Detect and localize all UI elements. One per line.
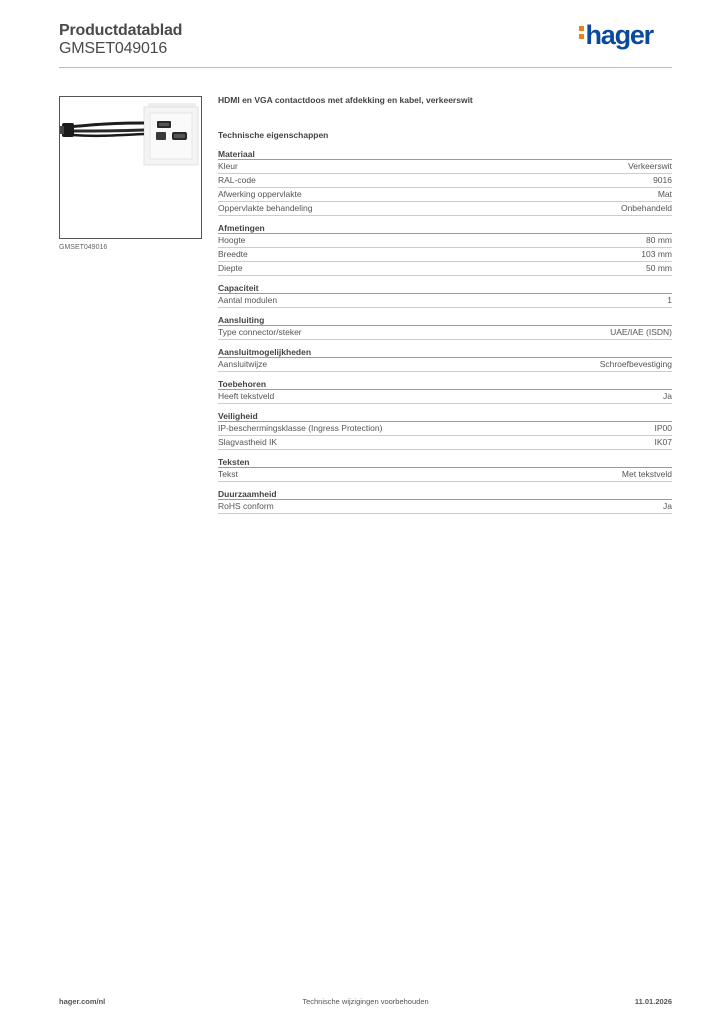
spec-row — [218, 326, 672, 340]
spec-row — [218, 248, 672, 262]
spec-label: Diepte — [218, 263, 243, 273]
footer-website-link[interactable]: hager.com/nl — [59, 997, 106, 1006]
spec-value: 50 mm — [646, 263, 672, 273]
logo-text: hager — [585, 20, 653, 50]
spec-row — [218, 436, 672, 450]
spec-sections — [218, 148, 672, 514]
logo-dots-icon — [579, 23, 584, 43]
spec-label: Type connector/steker — [218, 327, 302, 337]
product-code: GMSET049016 — [59, 40, 168, 57]
spec-row — [218, 188, 672, 202]
spec-value: 9016 — [653, 175, 672, 185]
spec-label: Slagvastheid IK — [218, 437, 278, 447]
spec-value: IP00 — [654, 423, 672, 433]
spec-value: 80 mm — [646, 235, 672, 245]
document-title: Productdatablad — [59, 22, 183, 39]
spec-row — [218, 160, 672, 174]
section-title: Teksten — [218, 456, 672, 468]
section-title: Veiligheid — [218, 410, 672, 422]
product-description: HDMI en VGA contactdoos met afdekking en kabel, verkeerswit — [218, 95, 473, 105]
product-photo-icon — [60, 97, 202, 239]
section-title: Toebehoren — [218, 378, 672, 390]
spec-label: RAL-code — [218, 175, 256, 185]
spec-value: Met tekstveld — [621, 469, 672, 479]
spec-label: Afwerking oppervlakte — [218, 189, 302, 199]
spec-section — [218, 314, 672, 340]
spec-row — [218, 202, 672, 216]
spec-label: Heeft tekstveld — [218, 391, 275, 401]
spec-row — [218, 234, 672, 248]
spec-section — [218, 282, 672, 308]
spec-section — [218, 410, 672, 450]
spec-row — [218, 358, 672, 372]
spec-value: Schroefbevestiging — [599, 359, 672, 369]
spec-label: RoHS conform — [218, 501, 274, 511]
spec-section — [218, 378, 672, 404]
spec-value: 103 mm — [641, 249, 672, 259]
page-footer — [59, 997, 672, 1009]
spec-label: Breedte — [218, 249, 248, 259]
image-caption: GMSET049016 — [59, 244, 108, 251]
spec-value: IK07 — [654, 437, 672, 447]
spec-value: Mat — [657, 189, 672, 199]
spec-section — [218, 148, 672, 216]
spec-row — [218, 500, 672, 514]
spec-section — [218, 456, 672, 482]
spec-row — [218, 262, 672, 276]
technical-properties-heading: Technische eigenschappen — [218, 130, 329, 140]
product-specifications — [218, 94, 672, 514]
spec-value: Ja — [663, 501, 672, 511]
spec-section — [218, 488, 672, 514]
spec-row — [218, 390, 672, 404]
spec-label: Hoogte — [218, 235, 246, 245]
spec-row — [218, 294, 672, 308]
spec-label: Aansluitwijze — [218, 359, 268, 369]
section-title: Capaciteit — [218, 282, 672, 294]
spec-label: Tekst — [218, 469, 238, 479]
section-title: Aansluiting — [218, 314, 672, 326]
spec-section — [218, 222, 672, 276]
section-title: Aansluitmogelijkheden — [218, 346, 672, 358]
spec-value: UAE/IAE (ISDN) — [610, 327, 672, 337]
section-title: Duurzaamheid — [218, 488, 672, 500]
spec-section — [218, 346, 672, 372]
hager-logo — [579, 20, 653, 51]
footer-disclaimer: Technische wijzigingen voorbehouden — [302, 997, 429, 1006]
spec-label: IP-beschermingsklasse (Ingress Protection) — [218, 423, 383, 433]
spec-value: Verkeerswit — [628, 161, 672, 171]
spec-row — [218, 468, 672, 482]
spec-row — [218, 422, 672, 436]
spec-label: Aantal modulen — [218, 295, 278, 305]
spec-row — [218, 174, 672, 188]
spec-label: Oppervlakte behandeling — [218, 203, 313, 213]
spec-value: 1 — [667, 295, 672, 305]
spec-label: Kleur — [218, 161, 238, 171]
footer-date: 11.01.2026 — [634, 997, 672, 1006]
product-image — [59, 96, 202, 239]
page-header — [59, 20, 672, 68]
section-title: Afmetingen — [218, 222, 672, 234]
section-title: Materiaal — [218, 148, 672, 160]
spec-value: Onbehandeld — [620, 203, 672, 213]
spec-value: Ja — [663, 391, 672, 401]
